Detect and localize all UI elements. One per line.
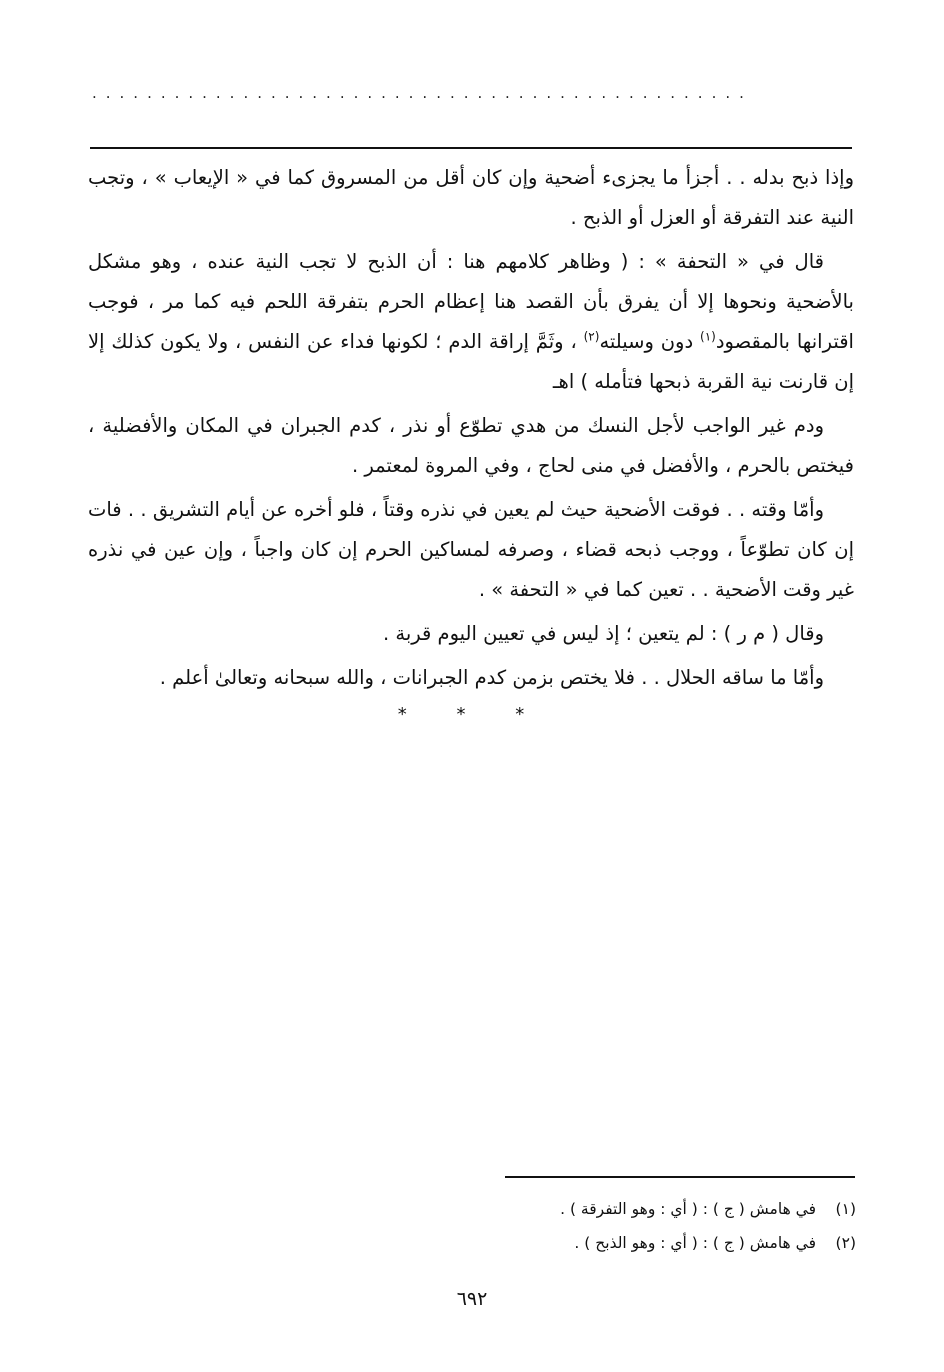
footnotes <box>356 1192 856 1260</box>
header-dotted-line: ................................................ <box>92 84 753 102</box>
paragraph-1: وإذا ذبح بدله . . أجزأ ما يجزىء أضحية وإن كان أقل من المسروق كما في « الإيعاب » ، وتجب النية عند التفرقة أو العزل أو الذبح . <box>88 166 854 229</box>
paragraph-2 <box>88 242 854 402</box>
section-separator-stars: * * * <box>397 704 547 725</box>
footnote-2-text: في هامش ( ج ) : ( أي : وهو الذبح ) . <box>574 1234 816 1252</box>
footnote-ref-2[interactable]: (٢) <box>583 329 600 344</box>
paragraph-2-part-1: قال في « التحفة » : ( وظاهر كلامهم هنا : أن الذبح لا تجب النية عنده ، وهو مشكل بالأضحية ونحوها إلا أن يفرق بأن القصد هنا إعظام الحرم بتفرقة اللحم فيه كما مر ، فوجب اقترانها بالمقصود <box>88 250 854 353</box>
footnote-2-number: (٢) <box>835 1234 856 1252</box>
paragraph-3: ودم غير الواجب لأجل النسك من هدي تطوّع أو نذر ، كدم الجبران في المكان والأفضلية ، فيختص بالحرم ، والأفضل في منى لحاج ، وفي المروة لمعتمر . <box>88 414 854 477</box>
paragraph-2-part-2: دون وسيلته <box>599 330 694 353</box>
paragraph-4: وأمّا وقته . . فوقت الأضحية حيث لم يعين في نذره وقتاً ، فلو أخره عن أيام التشريق . . فات إن كان تطوّعاً ، ووجب ذبحه قضاء ، وصرفه لمساكين الحرم إن كان واجباً ، وإن عين في نذره غير وقت الأضحية . . تعين كما في « التحفة » . <box>88 498 854 601</box>
paragraph-2-part-3: ، وثَمَّ إراقة الدم ؛ لكونها فداء عن النفس ، ولا يكون كذلك إلا إن قارنت نية القربة ذبحها فتأمله ) اهـ <box>88 330 854 393</box>
paragraph-5: وقال ( م ر ) : لم يتعين ؛ إذ ليس في تعيين اليوم قربة . <box>382 622 824 645</box>
main-text <box>88 158 854 702</box>
page-number: ٦٩٢ <box>456 1288 488 1310</box>
paragraph-6: وأمّا ما ساقه الحلال . . فلا يختص بزمن كدم الجبرانات ، والله سبحانه وتعالىٰ أعلم . <box>159 666 824 689</box>
footnote-ref-1[interactable]: (١) <box>700 329 716 344</box>
header-rule <box>90 147 852 149</box>
footnote-1 <box>356 1192 856 1226</box>
footnote-1-number: (١) <box>835 1200 856 1218</box>
footnote-rule <box>505 1176 855 1178</box>
footnote-1-text: في هامش ( ج ) : ( أي : وهو التفرقة ) . <box>560 1200 816 1218</box>
footnote-2 <box>356 1226 856 1260</box>
